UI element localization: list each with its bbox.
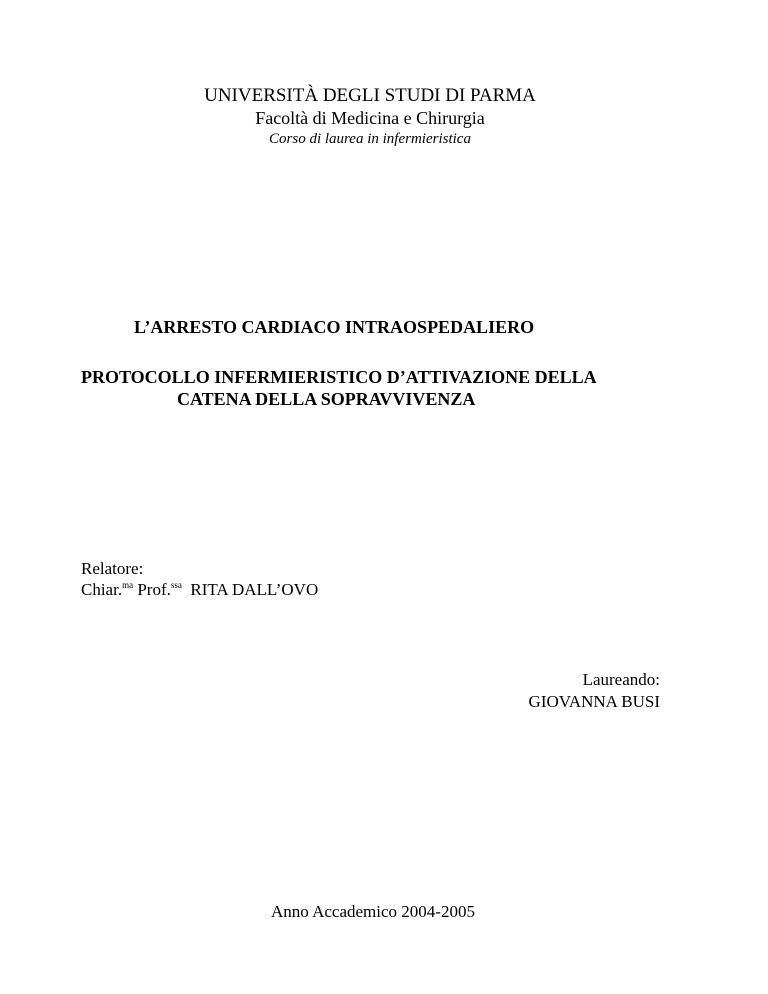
thesis-subtitle-line-2: CATENA DELLA SOPRAVVIVENZA bbox=[177, 389, 476, 409]
relatore-prof-sup: ssa bbox=[170, 580, 182, 590]
relatore-person-name: RITA DALL’OVO bbox=[181, 580, 319, 599]
academic-year: Anno Accademico 2004-2005 bbox=[271, 902, 475, 921]
relatore-title: Chiar. bbox=[81, 580, 123, 599]
course-name: Corso di laurea in infermieristica bbox=[269, 131, 471, 147]
relatore-name bbox=[81, 580, 318, 600]
faculty-name: Facoltà di Medicina e Chirurgia bbox=[255, 108, 485, 128]
laureando-label: Laureando: bbox=[582, 670, 660, 689]
relatore-label: Relatore: bbox=[81, 559, 144, 578]
relatore-prof: Prof. bbox=[133, 580, 171, 599]
relatore-title-sup: ma bbox=[122, 580, 134, 590]
thesis-title: L’ARRESTO CARDIACO INTRAOSPEDALIERO bbox=[134, 317, 535, 337]
thesis-subtitle-line-1: PROTOCOLLO INFERMIERISTICO D’ATTIVAZIONE DELLA bbox=[81, 367, 597, 387]
laureando-name: GIOVANNA BUSI bbox=[528, 692, 660, 711]
university-name: UNIVERSITÀ DEGLI STUDI DI PARMA bbox=[204, 85, 536, 106]
